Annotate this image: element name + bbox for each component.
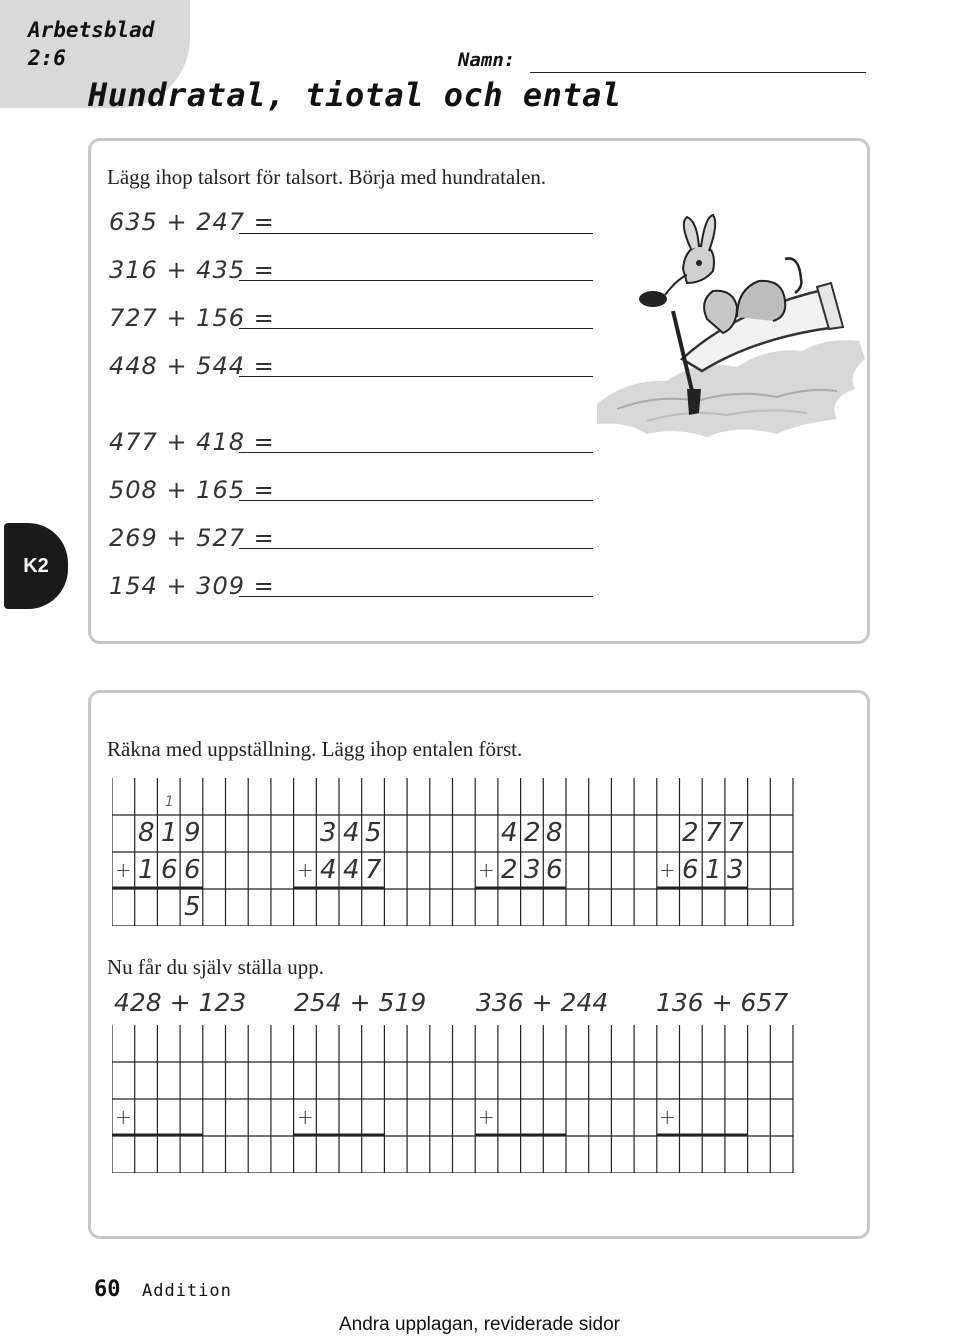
kangaroo-boat-illustration (587, 209, 867, 444)
problem-7: 269 + 527 = (109, 524, 275, 552)
answer-field-2[interactable] (239, 280, 593, 281)
worksheet-number: 2:6 (28, 46, 66, 70)
exercise-box-1 (88, 138, 870, 644)
edition-note: Andra upplagan, reviderade sidor (339, 1314, 620, 1335)
example-2-top-hundreds: 3 (320, 818, 337, 848)
example-3-top-ones: 8 (546, 818, 563, 848)
problem-8: 154 + 309 = (109, 572, 275, 600)
example-1-top-hundreds: 8 (138, 818, 155, 848)
example-2-plus: + (296, 858, 314, 882)
example-2-bottom-tens: 4 (343, 855, 360, 885)
problem-5: 477 + 418 = (109, 428, 275, 456)
example-4-bottom-tens: 1 (705, 855, 722, 885)
answer-field-3[interactable] (239, 328, 593, 329)
example-1-bottom-ones: 6 (184, 855, 201, 885)
problem-4: 448 + 544 = (109, 352, 275, 380)
instruction-2: Räkna med uppställning. Lägg ihop entalen först. (107, 737, 523, 761)
self-problem-2: 254 + 519 (294, 988, 427, 1017)
example-1-answer-ones: 5 (184, 892, 201, 922)
self-problem-3: 336 + 244 (476, 988, 609, 1017)
answer-field-5[interactable] (239, 452, 593, 453)
worksheet-label: Arbetsblad (28, 18, 155, 42)
level-badge: K2 (4, 523, 68, 609)
example-4-bottom-hundreds: 6 (682, 855, 699, 885)
example-4-top-ones: 7 (727, 818, 744, 848)
example-4-plus: + (658, 858, 676, 882)
answer-field-1[interactable] (239, 233, 593, 234)
problem-3: 727 + 156 = (109, 304, 275, 332)
example-4-top-hundreds: 2 (682, 818, 699, 848)
example-1-top-ones: 9 (184, 818, 201, 848)
practice-2-plus: + (296, 1105, 314, 1129)
example-3-top-hundreds: 4 (501, 818, 518, 848)
example-3-plus: + (477, 858, 495, 882)
page-number: 60 (94, 1277, 121, 1302)
practice-grid[interactable] (112, 1025, 794, 1173)
example-2-top-ones: 5 (365, 818, 382, 848)
page-title: Hundratal, tiotal och ental (88, 76, 622, 114)
chapter-name: Addition (142, 1281, 232, 1301)
example-3-bottom-tens: 3 (524, 855, 541, 885)
example-1-plus: + (114, 858, 132, 882)
example-1-bottom-tens: 6 (161, 855, 178, 885)
name-field[interactable] (530, 72, 866, 73)
problem-1: 635 + 247 = (109, 208, 275, 236)
example-1-top-tens: 1 (161, 818, 178, 848)
instruction-3: Nu får du själv ställa upp. (107, 955, 324, 979)
practice-3-plus: + (477, 1105, 495, 1129)
answer-field-7[interactable] (239, 548, 593, 549)
practice-4-plus: + (658, 1105, 676, 1129)
answer-field-8[interactable] (239, 596, 593, 597)
example-2-top-tens: 4 (343, 818, 360, 848)
carry-digit: 1 (164, 794, 174, 810)
practice-grid-lines (112, 1025, 794, 1173)
example-4-top-tens: 7 (705, 818, 722, 848)
answer-field-6[interactable] (239, 500, 593, 501)
name-label: Namn: (458, 49, 516, 71)
example-2-bottom-ones: 7 (365, 855, 382, 885)
practice-1-plus: + (114, 1105, 132, 1129)
self-problem-1: 428 + 123 (114, 988, 247, 1017)
example-1-bottom-hundreds: 1 (138, 855, 155, 885)
self-problem-4: 136 + 657 (656, 988, 789, 1017)
problem-6: 508 + 165 = (109, 476, 275, 504)
example-3-bottom-hundreds: 2 (501, 855, 518, 885)
answer-field-4[interactable] (239, 376, 593, 377)
instruction-1: Lägg ihop talsort för talsort. Börja med hundratalen. (107, 165, 547, 189)
example-2-bottom-hundreds: 4 (320, 855, 337, 885)
example-3-bottom-ones: 6 (546, 855, 563, 885)
problem-2: 316 + 435 = (109, 256, 275, 284)
example-3-top-tens: 2 (524, 818, 541, 848)
example-4-bottom-ones: 3 (727, 855, 744, 885)
kangaroo (639, 215, 801, 333)
